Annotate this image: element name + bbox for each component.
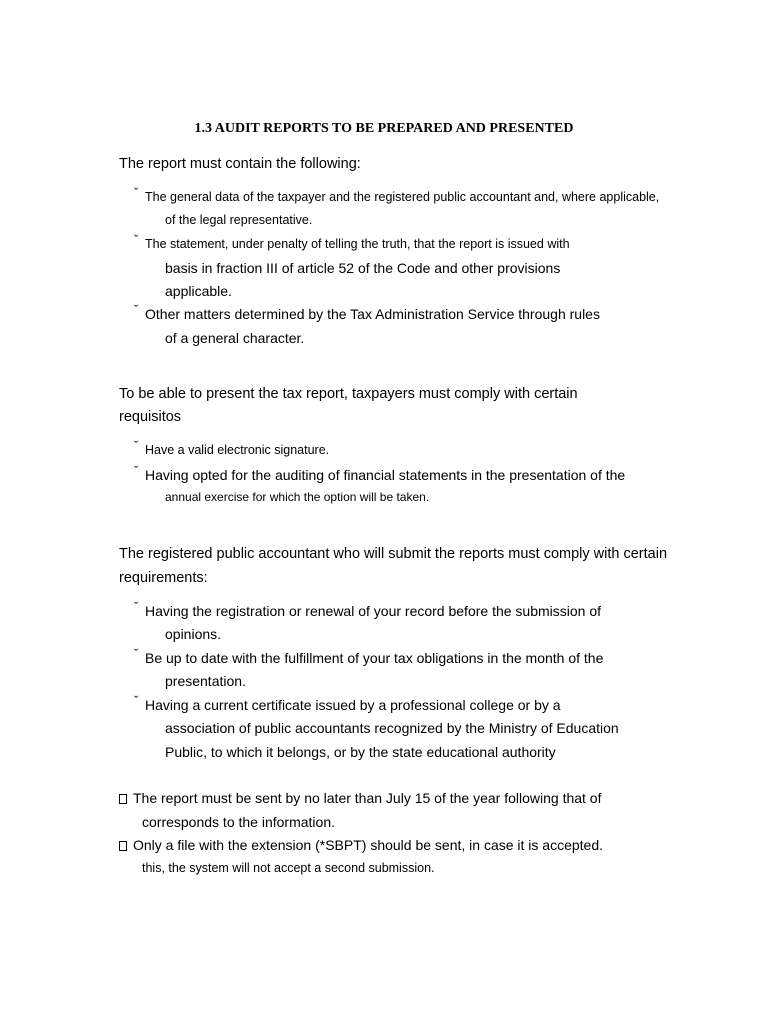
bullet-marker: ˇ xyxy=(134,646,139,661)
note-item: The report must be sent by no later than July 15 of the year following that of xyxy=(133,790,602,806)
checkbox-glyph-icon xyxy=(119,841,127,851)
list-item: Other matters determined by the Tax Administration Service through rules xyxy=(145,306,600,322)
bullet-marker: ˇ xyxy=(134,302,139,317)
list-item-continuation: Public, to which it belongs, or by the state educational authority xyxy=(165,744,556,760)
bullet-marker: ˇ xyxy=(134,463,139,478)
list-item-continuation: of the legal representative. xyxy=(165,213,313,227)
section1-intro: The report must contain the following: xyxy=(119,156,361,172)
note-item-continuation: this, the system will not accept a second submission. xyxy=(142,861,435,875)
list-item: Have a valid electronic signature. xyxy=(145,443,330,457)
list-item: Be up to date with the fulfillment of your tax obligations in the month of the xyxy=(145,650,604,666)
list-item-continuation: applicable. xyxy=(165,283,232,299)
list-item-continuation: annual exercise for which the option will be taken. xyxy=(165,490,430,504)
list-item: The statement, under penalty of telling the truth, that the report is issued with xyxy=(145,237,570,251)
section2-intro: To be able to present the tax report, taxpayers must comply with certain xyxy=(119,386,578,402)
bullet-marker: ˇ xyxy=(134,599,139,614)
section-title: 1.3 AUDIT REPORTS TO BE PREPARED AND PRESENTED xyxy=(194,121,574,136)
bullet-marker: ˇ xyxy=(134,185,139,200)
list-item: Having a current certificate issued by a professional college or by a xyxy=(145,697,561,713)
note-item: Only a file with the extension (*SBPT) should be sent, in case it is accepted. xyxy=(133,837,604,853)
list-item: Having opted for the auditing of financial statements in the presentation of the xyxy=(145,467,626,483)
list-item-continuation: basis in fraction III of article 52 of the Code and other provisions xyxy=(165,260,561,276)
list-item-continuation: opinions. xyxy=(165,626,222,642)
bullet-marker: ˇ xyxy=(134,693,139,708)
list-item: Having the registration or renewal of your record before the submission of xyxy=(145,603,602,619)
bullet-marker: ˇ xyxy=(134,438,139,453)
section3-intro-continuation: requirements: xyxy=(119,570,208,586)
note-item-continuation: corresponds to the information. xyxy=(142,814,335,830)
checkbox-glyph-icon xyxy=(119,794,127,804)
bullet-marker: ˇ xyxy=(134,232,139,247)
list-item-continuation: of a general character. xyxy=(165,330,305,346)
list-item-continuation: presentation. xyxy=(165,673,246,689)
list-item-continuation: association of public accountants recognized by the Ministry of Education xyxy=(165,720,619,736)
list-item: The general data of the taxpayer and the registered public accountant and, where applicable, xyxy=(145,190,660,204)
section3-intro: The registered public accountant who will submit the reports must comply with certain xyxy=(119,546,668,562)
section2-intro-continuation: requisitos xyxy=(119,409,182,425)
